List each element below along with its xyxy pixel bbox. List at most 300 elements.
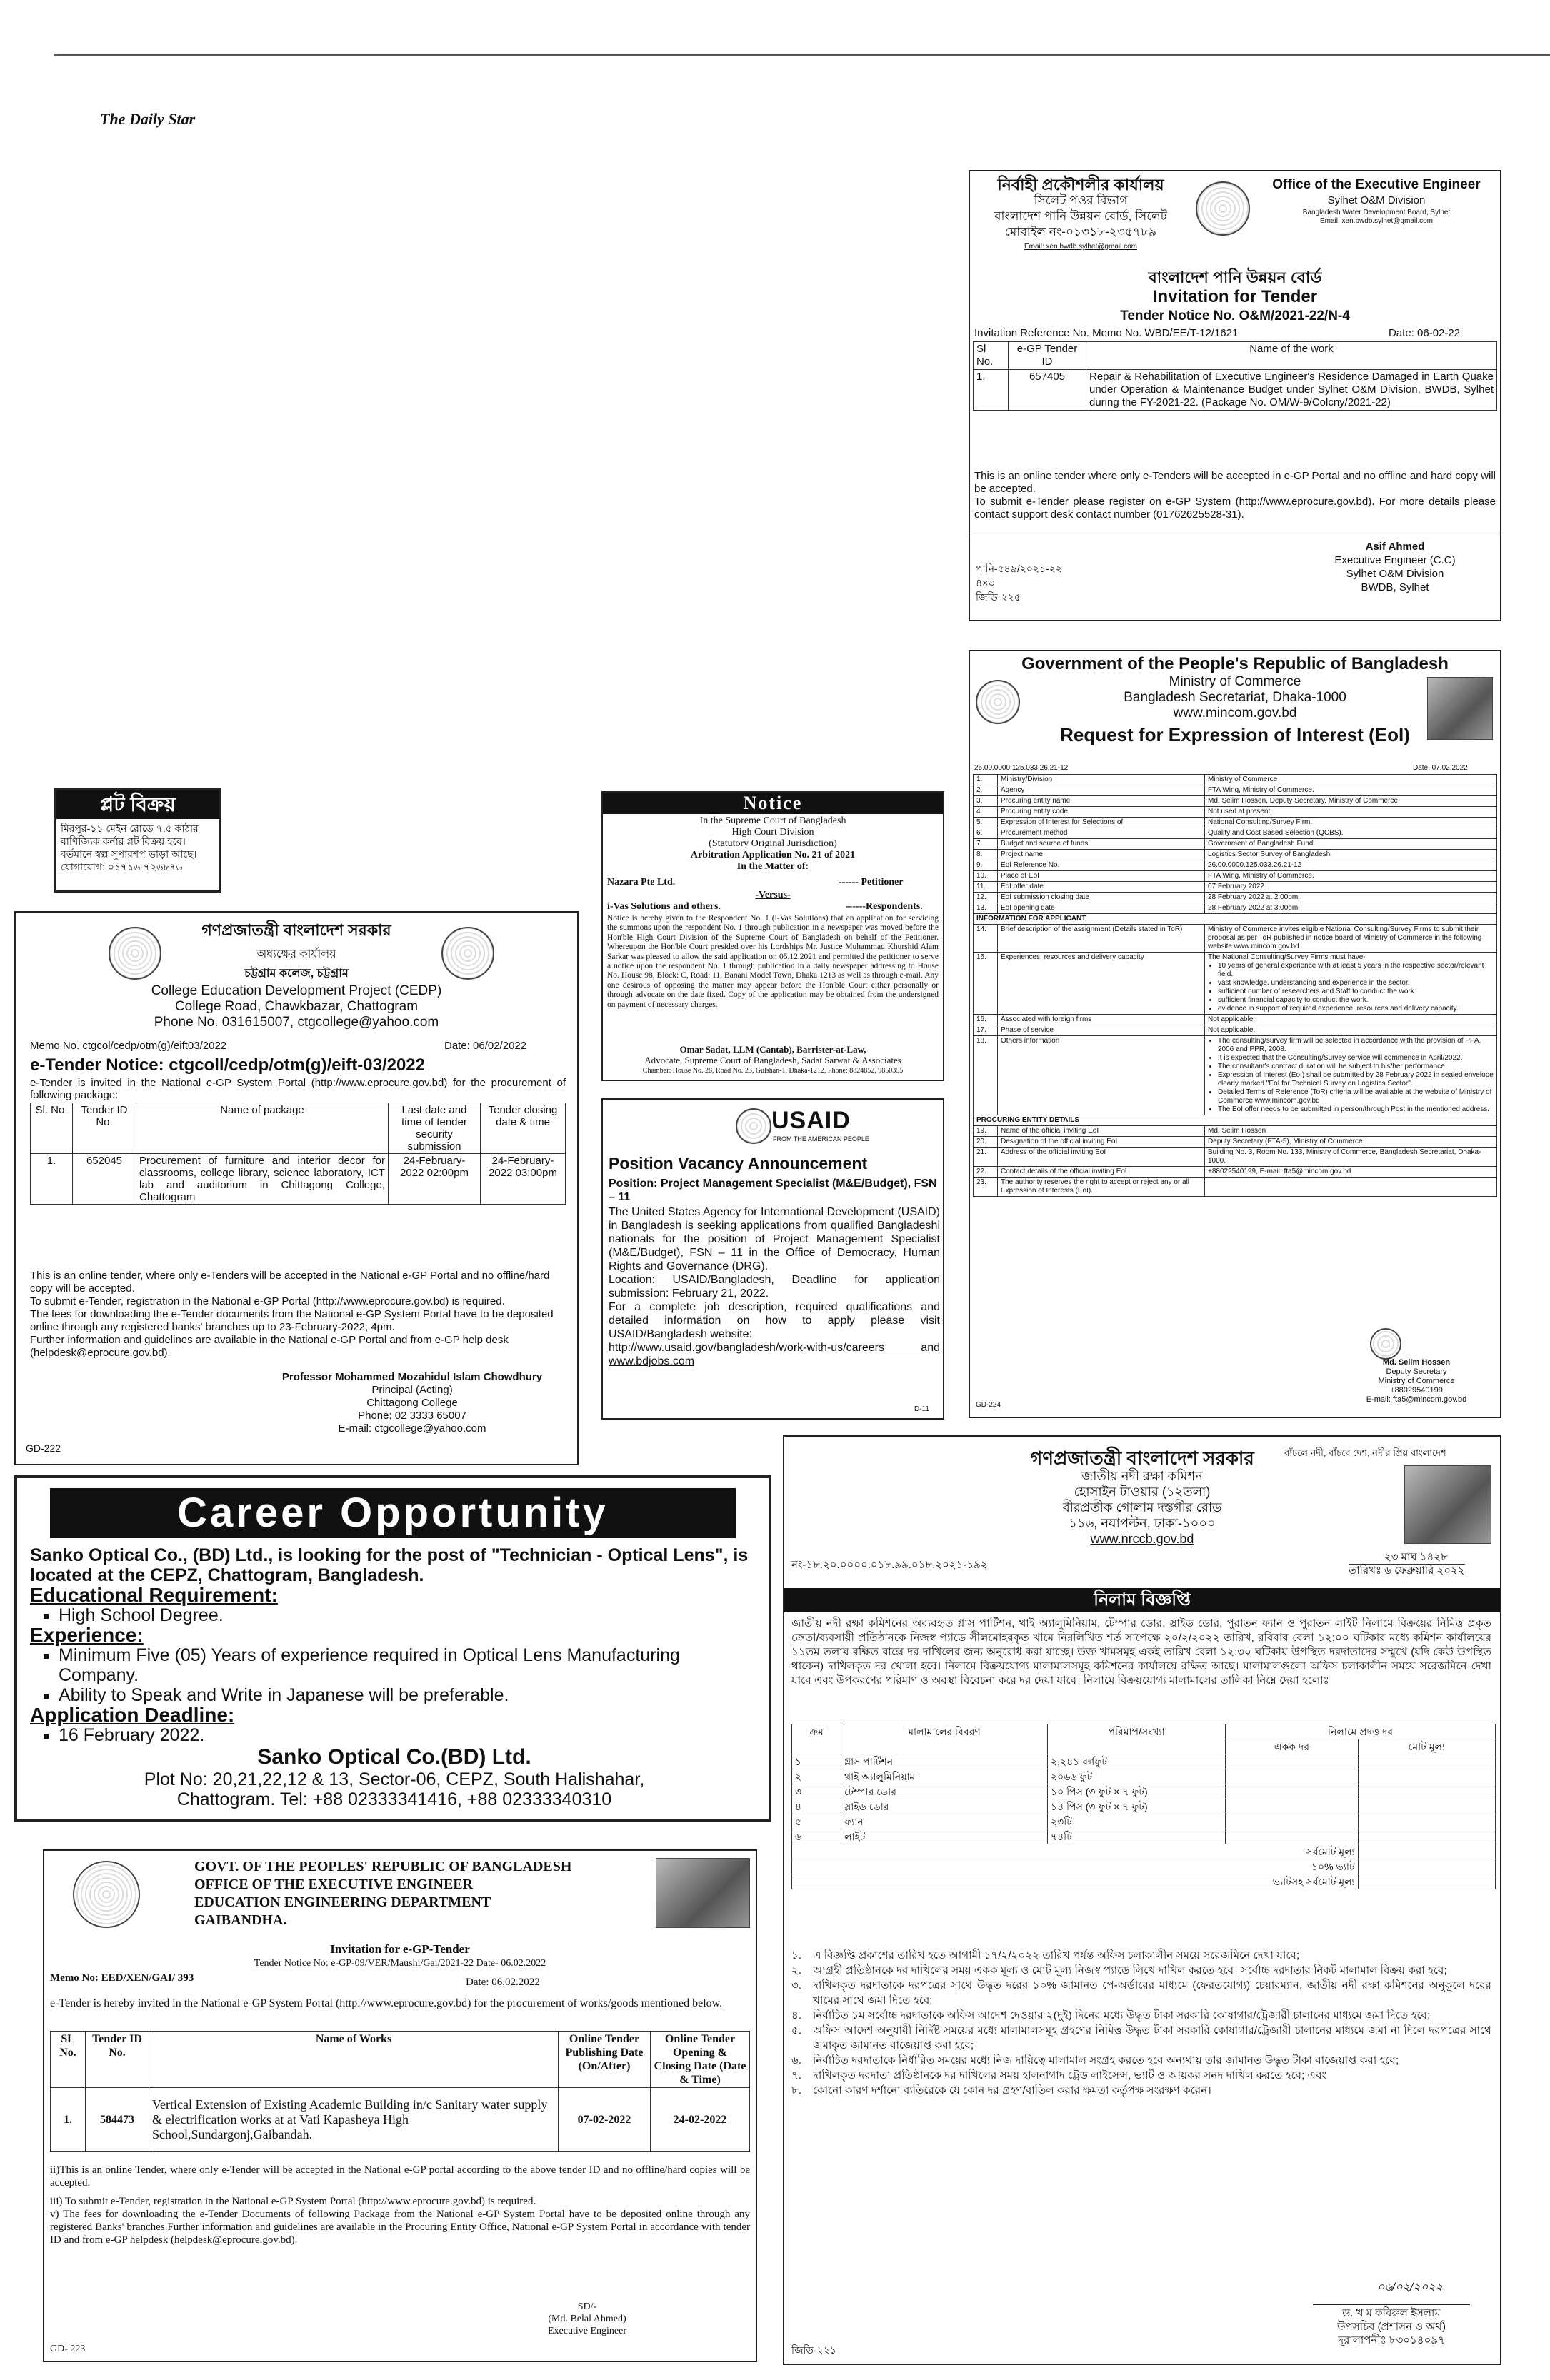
r18-item: • It is expected that the Consulting/Survey service will commence in April/2022. [1218, 1054, 1494, 1063]
tender-title: Invitation for Tender [1152, 287, 1318, 306]
eoi-proc-row-cell: Designation of the official inviting EoI [998, 1137, 1205, 1148]
usaid-logo-text: USAID [771, 1107, 851, 1134]
eoi-proc-row-cell: Deputy Secretary (FTA-5), Ministry of Commerce [1205, 1137, 1497, 1148]
career-intro: Sanko Optical Co., (BD) Ltd., is looking for the post of "Technician - Optical Lens", is located at the CEPZ, Chattogram, Bangladesh. [30, 1545, 749, 1585]
eed-note-2: iii) To submit e-Tender, registration in the National e-GP System Portal (http://www.eprocure.gov.bd) is required. [50, 2196, 536, 2207]
usaid-title: Position Vacancy Announcement [609, 1154, 868, 1173]
nrcc-sig-title: উপসচিব (প্রশাসন ও অর্থ) [1336, 2321, 1446, 2333]
cedp-date: Date: 06/02/2022 [444, 1040, 527, 1052]
cedp-th-closing: Tender closing date & time [481, 1103, 566, 1154]
cedp-title: e-Tender Notice: ctgcoll/cedp/otm(g)/eift-03/2022 [30, 1055, 425, 1075]
nrcc-auction-ad [783, 1435, 1501, 2365]
ad-code-1: পানি-৫৪৯/২০২১-২২ [976, 563, 1062, 574]
en-division: Sylhet O&M Division [1327, 194, 1426, 206]
nrcc-code: জিডি-২২১ [791, 2344, 836, 2356]
r17-key: Phase of service [998, 1025, 1205, 1036]
court-petitioner: Nazara Pte Ltd. [607, 877, 676, 888]
eed-note-3: v) The fees for downloading the e-Tender Documents of following Package from the National e-GP System Portal have to be deposited online through any registered Banks' branches.Further information and guidelines are available in the Procuring Entity Office, National e-GP System Portal in accordance with tender ID and from e-GP helpdesk (helpdesk@eprocure.gov.bd). [50, 2209, 750, 2246]
eed-row-id: 584473 [86, 2088, 149, 2152]
nrcc-item-row-cell: ৭৪টি [1048, 1829, 1226, 1844]
eoi-proc-row-cell: 23. [974, 1178, 998, 1197]
cedp-row-id: 652045 [73, 1154, 136, 1205]
eed-sd: SD/- [577, 2301, 597, 2312]
nrcc-condition [791, 1978, 1491, 2008]
eoi-memo: 26.00.0000.125.033.26.21-12 [974, 764, 1069, 772]
eoi-row-cell: 9. [974, 860, 998, 871]
eed-l3: EDUCATION ENGINEERING DEPARTMENT [194, 1894, 491, 1910]
eed-note-1: ii)This is an online Tender, where only e-Tender will be accepted in the National e-GP portal according to the above tender ID and no offline/hard copies will be accepted. [50, 2164, 750, 2189]
nrcc-sig-name: ড. খ ম কবিরুল ইসলাম [1342, 2307, 1441, 2319]
nrcc-condition-text: অফিস আদেশ অনুযায়ী নির্দিষ্ট সময়ের মধ্যে মালামালসমূহ গ্রহণের নিমিত্ত উদ্ধৃত টাকা সরকারি কোষাগার/ট্রেজারী চালানের মাধ্যমে জমা না দিলে দরপত্রের সাথে জমাকৃত জামানত বাজেয়াপ্ত করা হবে; [813, 2024, 1491, 2052]
eoi-row-cell: Not used at present. [1205, 807, 1497, 818]
r15-item: • vast knowledge, understanding and experience in the sector. [1218, 979, 1494, 988]
eed-sig-title: Executive Engineer [547, 2326, 626, 2336]
cedp-bn-office: অধ্যক্ষের কার্যালয় [256, 948, 336, 960]
eed-invite: Invitation for e-GP-Tender [330, 1942, 470, 1956]
r15-item: • 10 years of general experience with at least 5 years in the respective sector/relevant field. [1218, 962, 1494, 979]
r18-no: 18. [974, 1036, 998, 1115]
eoi-proc-row [974, 1167, 1497, 1178]
eoi-sig-phone: +88029540199 [1390, 1386, 1443, 1395]
nrcc-condition [791, 2083, 1491, 2098]
eoi-row-cell: Place of EoI [998, 871, 1205, 882]
cedp-row-security: 24-February-2022 02:00pm [389, 1154, 481, 1205]
cedp-table [30, 1103, 566, 1205]
cedp-th-sl: Sl. No. [31, 1103, 73, 1154]
nrcc-item-row-cell: ৪ [792, 1799, 841, 1814]
secretariat: Bangladesh Secretariat, Dhaka-1000 [1124, 690, 1346, 705]
career-exp-heading: Experience: [30, 1624, 144, 1646]
nrcc-body: জাতীয় নদী রক্ষা কমিশনের অব্যবহৃত গ্লাস পার্টিশন, থাই অ্যালুমিনিয়াম, টেম্পার ডোর, স্লাইড ডোর, পুরাতন ফ্যান ও পুরাতন লাইট নিলামে বিক্রয়ের নিমিত্ত প্রকৃত ক্রেতা/ব্যবসায়ী প্রতিষ্ঠানকে নিজস্ব প্যাডে সীলমোহরকৃত খামে নিম্নলিখিত শর্ত সাপেক্ষে ২০/২/২০২২ তারিখ, রবিবার বেলা ১২:০০ ঘটিকার মধ্যে কমিশন কার্যালয়ের ১১তম তলায় রক্ষিত বাক্সে দর দাখিলের জন্য অনুরোধ করা যাচ্ছে। উক্ত খামসমূহ একই তারিখ বেলা ১২:৩০ ঘটিকায় উপস্থিত দরদাতাদের সম্মুখে (যদি কেউ উপস্থিত থাকেন) দাখিলকৃত দর খোলা হবে। নিলামে বিক্রয়যোগ্য মালামালসমূহ কমিশনের কার্যালয়ে রক্ষিত আছে। মালামালগুলো অফিস চলাকালীন সময়ে সরেজমিনে দেখা যাবে এবং উপকরণের পরিমাণ ও অবস্থা বিবেচনা করে দর দেয়া যাবে। নিলামে বিক্রয়যোগ্য মালামালের তালিকা নিম্নে দেয়া হলোঃ [791, 1617, 1491, 1687]
eed-th-opening: Online Tender Opening & Closing Date (Date & Time) [651, 2032, 750, 2088]
eed-table [50, 2031, 750, 2152]
eed-notice: Tender Notice No: e-GP-09/VER/Maushi/Gai/2021-22 Date- 06.02.2022 [254, 1958, 546, 1969]
career-company: Sanko Optical Co.(BD) Ltd. [257, 1745, 531, 1769]
email-right: Email: xen.bwdb.sylhet@gmail.com [1320, 217, 1433, 225]
eoi-row [974, 850, 1497, 860]
info-head: INFORMATION FOR APPLICANT [974, 914, 1497, 925]
nrcc-item-row [792, 1799, 1496, 1814]
eoi-row-cell: FTA Wing, Ministry of Commerce. [1205, 871, 1497, 882]
nrcc-item-row-cell: ১৪ পিস (৩ ফুট × ৭ ফুট) [1048, 1799, 1226, 1814]
nrcc-conditions [791, 1948, 1491, 2098]
usaid-seal-logo [736, 1108, 771, 1144]
nrcc-item-row [792, 1784, 1496, 1799]
eoi-row-cell: Expression of Interest for Selections of [998, 818, 1205, 828]
r18-item: • Detailed Terms of Reference (ToR) criteria will be available at the website of Ministry of Commerce www.mincom.gov.bd [1218, 1088, 1494, 1105]
cedp-sig-name: Professor Mohammed Mozahidul Islam Chowdhury [281, 1371, 543, 1383]
eoi-proc-row-cell: +88029540199, E-mail: fta5@mincom.gov.bd [1205, 1167, 1497, 1178]
eed-row-publish: 07-02-2022 [559, 2088, 651, 2152]
eoi-row-cell: Quality and Cost Based Selection (QCBS). [1205, 828, 1497, 839]
eoi-row-cell: Ministry of Commerce [1205, 775, 1497, 785]
r15-key: Experiences, resources and delivery capacity [998, 953, 1205, 1015]
masthead: The Daily Star [100, 110, 196, 128]
eed-logo [73, 1861, 140, 1928]
nrcc-condition [791, 2008, 1491, 2023]
ministry-seal [1370, 1328, 1401, 1360]
bn-division: সিলেট পওর বিভাগ [1034, 194, 1128, 207]
nrcc-table [791, 1724, 1496, 1889]
th-work: Name of the work [1086, 342, 1497, 370]
court-respondent-role: ------Respondents. [846, 901, 923, 912]
nrcc-l4: ১১৬, নয়াপল্টন, ঢাকা-১০০০ [1069, 1516, 1216, 1530]
career-exp-2: ▪ Ability to Speak and Write in Japanese will be preferable. [59, 1685, 759, 1705]
eed-th-id: Tender ID No. [86, 2032, 149, 2088]
eoi-row-cell: Agency [998, 785, 1205, 796]
plot-body: মিরপুর-১১ মেইন রোডে ৭.৫ কাঠার বাণিজ্যিক কর্নার প্লট বিক্রয় হবে। বর্তমানে স্বল্প সুপারশপ ভাড়া আছে। [61, 823, 199, 860]
gov-title: Government of the People's Republic of Bangladesh [1021, 654, 1449, 673]
eed-intro: e-Tender is hereby invited in the National e-GP System Portal (http://www.eprocure.gov.bd) for the procurement of works/goods mentioned below. [50, 1997, 723, 2009]
nrcc-item-row-cell: ২০৬৬ ফুট [1048, 1769, 1226, 1784]
eed-th-publish: Online Tender Publishing Date (On/After) [559, 2032, 651, 2088]
eed-portrait [656, 1858, 750, 1928]
nrcc-sign-date: ০৬/০২/২০২২ [1377, 2281, 1444, 2294]
eoi-row [974, 807, 1497, 818]
eoi-row-cell: 6. [974, 828, 998, 839]
nrcc-item-row-cell: ৫ [792, 1814, 841, 1829]
eoi-row-cell: Procuring entity code [998, 807, 1205, 818]
career-ad [14, 1475, 771, 1822]
cedp-phone: Phone No. 031615007, ctgcollege@yahoo.com [154, 1015, 439, 1030]
nrcc-item-row [792, 1814, 1496, 1829]
en-office: Office of the Executive Engineer [1272, 177, 1481, 192]
cedp-th-security: Last date and time of tender security submission [389, 1103, 481, 1154]
career-edu-heading: Educational Requirement: [30, 1584, 278, 1606]
cedp-th-id: Tender ID No. [73, 1103, 136, 1154]
r15-item: • sufficient financial capacity to conduct the work. [1218, 996, 1494, 1005]
eoi-sig-ministry: Ministry of Commerce [1378, 1377, 1455, 1385]
eed-th-works: Name of Works [149, 2032, 559, 2088]
nrcc-condition-no: ৬. [791, 2054, 802, 2067]
eoi-row [974, 871, 1497, 882]
career-address: Plot No: 20,21,22,12 & 13, Sector-06, CEPZ, South Halishahar, Chattogram. Tel: +88 02333341416, +88 02333340310 [144, 1769, 645, 1809]
cedp-tender-ad [14, 911, 579, 1465]
court-notice-ad [601, 791, 944, 1081]
eoi-proc-row-cell: 19. [974, 1126, 998, 1137]
r17-value: Not applicable. [1205, 1025, 1497, 1036]
r14-value: Ministry of Commerce invites eligible National Consulting/Survey Firms to submit their proposal as per ToR published in notice board of Ministry of Commerce in the following website www.mincom.gov.bd [1205, 925, 1497, 953]
cedp-th-package: Name of package [136, 1103, 389, 1154]
tender-date: Date: 06-02-22 [1389, 327, 1461, 339]
water-board-tender-ad [969, 170, 1501, 621]
eoi-proc-row-cell: Address of the official inviting EoI [998, 1148, 1205, 1167]
eoi-row [974, 785, 1497, 796]
bwdb-logo [1196, 181, 1250, 236]
eoi-row [974, 860, 1497, 871]
eoi-row-cell: 11. [974, 882, 998, 893]
eoi-row [974, 796, 1497, 807]
nrcc-condition [791, 2068, 1491, 2083]
nrcc-item-row-cell: ৩ [792, 1784, 841, 1799]
nrcc-item-row-cell: টেম্পার ডোর [841, 1784, 1048, 1799]
eoi-row [974, 903, 1497, 914]
eoi-code: GD-224 [976, 1401, 1001, 1409]
nrcc-web: www.nrccb.gov.bd [1090, 1532, 1194, 1546]
career-edu: ▪ High School Degree. [59, 1605, 759, 1625]
eed-l2: OFFICE OF THE EXECUTIVE ENGINEER [194, 1877, 474, 1892]
invitation-ref: Invitation Reference No. Memo No. WBD/EE/T-12/1621 [974, 327, 1239, 339]
court-sig: Omar Sadat, LLM (Cantab), Barrister-at-Law, [679, 1044, 866, 1055]
eoi-proc-row-cell [1205, 1178, 1497, 1197]
eed-memo: Memo No: EED/XEN/GAI/ 393 [50, 1972, 194, 1984]
court-l3: (Statutory Original Jurisdiction) [709, 838, 837, 849]
usaid-code: D-11 [914, 1405, 929, 1413]
nrcc-th-unit: একক দর [1226, 1739, 1359, 1754]
usaid-vacancy-ad [601, 1098, 944, 1420]
eoi-proc-row [974, 1148, 1497, 1167]
eed-l4: GAIBANDHA. [194, 1912, 287, 1928]
nrcc-condition-no: ৫. [791, 2024, 802, 2037]
eed-th-sl: SL No. [51, 2032, 86, 2088]
nrcc-memo: নং-১৮.২০.০০০০.০১৮.৯৯.০১৮.২০২১-১৯২ [791, 1559, 988, 1571]
eed-sig-name: (Md. Belal Ahmed) [548, 2314, 626, 2324]
cedp-address: College Road, Chawkbazar, Chattogram [174, 999, 419, 1014]
nrcc-date-en: ৬ ফেব্রুয়ারি ২০২২ [1384, 1565, 1465, 1577]
usaid-location: Location: USAID/Bangladesh, Deadline for application submission: February 21, 2022. [609, 1274, 940, 1300]
en-board: Bangladesh Water Development Board, Sylhet [1302, 209, 1451, 216]
eed-tender-ad [43, 1849, 757, 2362]
r18-value [1205, 1036, 1497, 1115]
eoi-row-cell: Md. Selim Hossen, Deputy Secretary, Ministry of Commerce. [1205, 796, 1497, 807]
eoi-row-cell: 7. [974, 839, 998, 850]
cedp-row-package: Procurement of furniture and interior decor for classrooms, college library, science laboratory, ICT lab and auditorium in Chittagong College, Chattogram [136, 1154, 389, 1205]
court-petitioner-role: ------ Petitioner [839, 877, 904, 888]
eed-code: GD- 223 [50, 2344, 86, 2354]
nrcc-condition [791, 2053, 1491, 2068]
nrcc-item-row-cell: ২ [792, 1769, 841, 1784]
nrcc-condition-text: এ বিজ্ঞপ্তি প্রকাশের তারিখ হতে আগামী ১৭/২/২০২২ তারিখ পর্যন্ত অফিস চলাকালীন সময়ে সরেজমিনে দেখা যাবে; [813, 1949, 1300, 1962]
nrcc-vat-label: ১০% ভ্যাট [792, 1859, 1359, 1874]
nrcc-condition-text: দাখিলকৃত দরদাতা প্রতিষ্ঠানকে দর দাখিলের সময় হালনাগাদ ট্রেড লাইসেন্স, ভ্যাট ও আয়কর সনদ দাখিল করতে হবে; এবং [813, 2069, 1327, 2082]
cedp-intro: e-Tender is invited in the National e-GP System Portal (http://www.eprocure.gov.bd) for the procurement of following package: [30, 1077, 566, 1101]
eoi-row-cell: EoI submission closing date [998, 893, 1205, 903]
r16-no: 16. [974, 1015, 998, 1025]
eoi-proc-row-cell: 22. [974, 1167, 998, 1178]
court-l2: High Court Division [731, 827, 814, 838]
cedp-code: GD-222 [26, 1442, 61, 1454]
eed-date: Date: 06.02.2022 [466, 1977, 540, 1988]
eoi-row-cell: 28 February 2022 at 2:00pm. [1205, 893, 1497, 903]
eoi-proc-row-cell: Contact details of the official inviting EoI [998, 1167, 1205, 1178]
eoi-proc-row-cell: Building No. 3, Room No. 133, Ministry of Commerce, Bangladesh Secretariat, Dhaka-1000. [1205, 1148, 1497, 1167]
bn-board-title: বাংলাদেশ পানি উন্নয়ন বোর্ড [1148, 268, 1322, 286]
ad-code-3: জিডি-২২৫ [976, 591, 1021, 603]
career-banner: Career Opportunity [50, 1488, 736, 1538]
eoi-table [973, 774, 1497, 1197]
nrcc-total-label: সর্বমোট মূল্য [792, 1844, 1359, 1859]
eoi-proc-row-cell: The authority reserves the right to accept or reject any or all Expression of Interests (EoI). [998, 1178, 1205, 1197]
nrcc-condition-text: কোনো কারণ দর্শানো ব্যতিরেকে যে কোন দর গ্রহণ/বাতিল করার ক্ষমতা কর্তৃপক্ষ সংরক্ষণ করেন। [813, 2084, 1211, 2097]
anniversary-logo [976, 680, 1020, 724]
eoi-row-cell: 3. [974, 796, 998, 807]
nrcc-item-row-cell: ফ্যান [841, 1814, 1048, 1829]
nrcc-condition [791, 2023, 1491, 2053]
nrcc-date-bn: ২৩ মাঘ ১৪২৮ [1384, 1551, 1448, 1563]
nrcc-item-row [792, 1829, 1496, 1844]
row-id: 657405 [1009, 370, 1086, 411]
r18-key: Others information [998, 1036, 1205, 1115]
r18-item: • The consulting/survey firm will be selected in accordance with the provision of PPA, 2006 and PPR, 2008. [1218, 1037, 1494, 1054]
nrcc-th-qty: পরিমাপ/সংখ্যা [1048, 1724, 1226, 1754]
court-l1: In the Supreme Court of Bangladesh [699, 815, 846, 826]
r17-no: 17. [974, 1025, 998, 1036]
nrcc-item-row-cell: স্লাইড ডোর [841, 1799, 1048, 1814]
eoi-row [974, 839, 1497, 850]
eoi-row-cell: Ministry/Division [998, 775, 1205, 785]
bn-mobile: মোবাইল নং-০১৩১৮-২৩৫৭৮৯ [1004, 225, 1157, 238]
cedp-project: College Education Development Project (CEDP) [151, 983, 442, 998]
nrcc-sig-phone: দূরালাপনীঃ ৮৩০১৪০৯৭ [1338, 2334, 1445, 2346]
r15-item: • evidence in support of required experience, resources and delivery capacity. [1218, 1005, 1494, 1013]
eoi-proc-row-cell: 21. [974, 1148, 998, 1167]
court-body: Notice is hereby given to the Respondent No. 1 (i-Vas Solutions) that an application for servicing the summons upon the respondent No. 1 through publication in a newspaper was moved before the Hon'ble High Court Division of the Supreme Court of Bangladesh on behalf of the Petitioner. Whereupon the Hon'ble Court presided over his Lordships Mr. Justice Muhammad Khurshid Alam Sarkar was pleased to allow the said application on 05.12.2021 and permitted the petitioner to serve a notice upon the respondent No. 1 through publication in a daily newspaper addressing to House No. House 98, Block: C, Road: 11, Banani Model Town, Dhaka 1213 as well as through e-mail. Any one desirous of opposing the matter may appear before the Hon'ble Court either personally or through advocate on the date fixed. Copy of the application may be obtained from the undersigned on payment of necessary charges. [607, 914, 939, 1009]
eoi-sig-email: E-mail: fta5@mincom.gov.bd [1366, 1395, 1467, 1404]
eoi-proc-row-cell: Md. Selim Hossen [1205, 1126, 1497, 1137]
top-rule [54, 54, 1550, 56]
ad-code-2: ৪×৩ [976, 577, 995, 588]
usaid-tagline: FROM THE AMERICAN PEOPLE [773, 1135, 869, 1143]
nrcc-l3: বীরপ্রতীক গোলাম দস্তগীর রোড [1062, 1500, 1222, 1515]
nrcc-th-total: মোট মূল্য [1358, 1739, 1495, 1754]
eoi-row-cell: Procuring entity name [998, 796, 1205, 807]
nrcc-condition [791, 1963, 1491, 1978]
plot-title: প্লট বিক্রয় [56, 790, 219, 819]
th-id: e-GP Tender ID [1009, 342, 1086, 370]
cedp-sig-college: Chittagong College [366, 1397, 458, 1409]
eoi-row-cell: Logistics Sector Survey of Bangladesh. [1205, 850, 1497, 860]
nrcc-item-row-cell: লাইট [841, 1829, 1048, 1844]
r15-value [1205, 953, 1497, 1015]
eoi-row-cell: EoI offer date [998, 882, 1205, 893]
nrcc-slogan: বাঁচলে নদী, বাঁচবে দেশ, নদীর প্রিয় বাংলাদেশ [1284, 1447, 1446, 1458]
note-online: This is an online tender where only e-Tenders will be accepted in e-GP Portal and no offline and hard copy will be accepted. [974, 470, 1496, 495]
cedp-row-sl: 1. [31, 1154, 73, 1205]
cedp-note-2: To submit e-Tender, registration in the National e-GP Portal (http://www.eprocure.gov.bd) is required. [30, 1295, 505, 1307]
r14-no: 14. [974, 925, 998, 953]
nrcc-item-row [792, 1769, 1496, 1784]
eoi-row-cell: 28 February 2022 at 3:00pm [1205, 903, 1497, 914]
nrcc-item-row [792, 1754, 1496, 1769]
eoi-proc-row [974, 1126, 1497, 1137]
nrcc-grand-total-label: ভ্যাটসহ সর্বমোট মূল্য [792, 1874, 1359, 1889]
cedp-bn-college: চট্টগ্রাম কলেজ, চট্টগ্রাম [244, 968, 349, 980]
eoi-sig-name: Md. Selim Hossen [1382, 1358, 1451, 1367]
eoi-row-cell: Budget and source of funds [998, 839, 1205, 850]
r16-value: Not applicable. [1205, 1015, 1497, 1025]
nrcc-item-row-cell: ১ [792, 1754, 841, 1769]
eoi-row-cell: Procurement method [998, 828, 1205, 839]
nrcc-condition-no: ২. [791, 1964, 802, 1977]
nrcc-condition-text: নির্বাচিত দরদাতাকে নির্ধারিত সময়ের মধ্যে নিজ দায়িত্বে মালামাল সংগ্রহ করতে হবে অন্যথায় তার জামানত উদ্ধৃত টাকা বাজেয়াপ্ত করা হবে; [813, 2054, 1399, 2067]
eoi-sig-title: Deputy Secretary [1386, 1367, 1447, 1376]
eoi-ad [969, 650, 1501, 1418]
eoi-row-cell: EoI opening date [998, 903, 1205, 914]
nrcc-condition-no: ৭. [791, 2069, 802, 2082]
r15-item: • sufficient number of researchers and Staff to conduct the work. [1218, 988, 1494, 996]
nrcc-date-label: তারিখঃ [1349, 1565, 1381, 1577]
eoi-row-cell: FTA Wing, Ministry of Commerce. [1205, 785, 1497, 796]
nrcc-th-bid: নিলামে প্রদত্ত দর [1226, 1724, 1496, 1739]
nrcc-item-row-cell: গ্লাস পার্টিশন [841, 1754, 1048, 1769]
sig-name: Asif Ahmed [1365, 541, 1425, 553]
th-sl: Sl No. [974, 342, 1009, 370]
cedp-memo: Memo No. ctgcol/cedp/otm(g)/eift03/2022 [30, 1040, 227, 1052]
bn-office: নির্বাহী প্রকৌশলীর কার্যালয় [997, 176, 1164, 194]
sig-title: Executive Engineer (C.C) [1334, 554, 1456, 566]
eoi-row-cell: 5. [974, 818, 998, 828]
sig-board: BWDB, Sylhet [1361, 581, 1429, 593]
tender-notice-no: Tender Notice No. O&M/2021-22/N-4 [1120, 308, 1350, 323]
career-deadline: ▪ 16 February 2022. [59, 1725, 759, 1745]
nrcc-title: নিলাম বিজ্ঞপ্তি [784, 1588, 1500, 1612]
eoi-row-cell: 26.00.0000.125.033.26.21-12 [1205, 860, 1497, 871]
nrcc-condition-no: ৮. [791, 2084, 802, 2097]
eed-row-sl: 1. [51, 2088, 86, 2152]
eoi-row [974, 818, 1497, 828]
eoi-row [974, 882, 1497, 893]
career-deadline-heading: Application Deadline: [30, 1704, 235, 1726]
nrcc-condition-text: নির্বাচিত ১ম সর্বোচ্চ দরদাতাকে অফিস আদেশ দেওয়ার ২(দুই) দিনের মধ্যে উদ্ধৃত টাকা সরকারি কোষাগার/ট্রেজারী চালানের মাধ্যমে জমা দিতে হবে; [813, 2009, 1431, 2022]
usaid-position: Position: Project Management Specialist (M&E/Budget), FSN – 11 [609, 1178, 937, 1203]
eoi-row [974, 893, 1497, 903]
r15-no: 15. [974, 953, 998, 1015]
r18-item: • Expression of Interest (EoI) shall be submitted by 28 February 2022 in sealed envelope clearly marked "EoI for Technical Survey on Logistics Sector". [1218, 1071, 1494, 1088]
nrcc-signature [1313, 2278, 1470, 2305]
career-exp-1: ▪ Minimum Five (05) Years of experience required in Optical Lens Manufacturing Company. [59, 1645, 759, 1685]
eoi-row-cell: 07 February 2022 [1205, 882, 1497, 893]
eed-row-works: Vertical Extension of Existing Academic Building in/c Sanitary water supply & electrification works at at Vati Kapasheya High School,Sundargonj,Gaibandah. [149, 2088, 559, 2152]
court-title: Notice [603, 793, 943, 814]
cedp-bn-gov: গণপ্রজাতন্ত্রী বাংলাদেশ সরকার [201, 921, 391, 939]
row-sl: 1. [974, 370, 1009, 411]
ministry-web: www.mincom.gov.bd [1173, 706, 1297, 720]
eoi-row-cell: Government of Bangladesh Fund. [1205, 839, 1497, 850]
eoi-proc-row [974, 1178, 1497, 1197]
eoi-proc-row [974, 1137, 1497, 1148]
nrcc-l1: জাতীয় নদী রক্ষা কমিশন [1081, 1469, 1203, 1483]
proc-head: PROCURING ENTITY DETAILS [974, 1115, 1497, 1126]
eed-l1: GOVT. OF THE PEOPLES' REPUBLIC OF BANGLADESH [194, 1859, 572, 1874]
cedp-sig-email: E-mail: ctgcollege@yahoo.com [338, 1422, 486, 1435]
portrait-photo [1427, 677, 1493, 740]
r16-key: Associated with foreign firms [998, 1015, 1205, 1025]
nrcc-item-row-cell: ২,২৪১ বর্গফুট [1048, 1754, 1226, 1769]
eoi-title: Request for Expression of Interest (EoI) [1060, 724, 1410, 745]
ministry: Ministry of Commerce [1169, 674, 1301, 689]
court-sig-3: Chamber: House No. 28, Road No. 23, Gulshan-1, Dhaka-1212, Phone: 8824852, 9850355 [642, 1067, 904, 1075]
email-left: Email: xen.bwdb.sylhet@gmail.com [1024, 243, 1137, 251]
nrcc-item-row-cell: ৬ [792, 1829, 841, 1844]
court-sig-2: Advocate, Supreme Court of Bangladesh, Sadat Sarwat & Associates [644, 1055, 901, 1065]
usaid-links[interactable]: http://www.usaid.gov/bangladesh/work-with-us/careers and www.bdjobs.com [609, 1342, 940, 1367]
row-work: Repair & Rehabilitation of Executive Engineer's Residence Damaged in Earth Quake under Operation & Maintenance Budget under Sylhet O&M Division, BWDB, Sylhet during the FY-2021-22. (Package No. OM/W-9/Colcny/2021-22) [1086, 370, 1497, 411]
eoi-row [974, 775, 1497, 785]
eoi-row-cell: 10. [974, 871, 998, 882]
eoi-row-cell: 4. [974, 807, 998, 818]
eoi-row-cell: 1. [974, 775, 998, 785]
cedp-note-3: The fees for downloading the e-Tender documents from the National e-GP System Portal have to be deposited online through any registered banks' branches up to 23-February-2022, 4pm. [30, 1308, 554, 1333]
court-l5: In the Matter of: [736, 861, 809, 872]
eoi-row-cell: EoI Reference No. [998, 860, 1205, 871]
usaid-more: For a complete job description, required qualifications and detailed information on how to apply please visit USAID/Bangladesh website: [609, 1301, 940, 1340]
eoi-row-cell: 12. [974, 893, 998, 903]
eoi-proc-row-cell: 20. [974, 1137, 998, 1148]
cedp-row-closing: 24-February-2022 03:00pm [481, 1154, 566, 1205]
r15-intro: The National Consulting/Survey Firms must have- [1208, 953, 1366, 961]
bn-board: বাংলাদেশ পানি উন্নয়ন বোর্ড, সিলেট [994, 209, 1167, 223]
eoi-row-cell: 8. [974, 850, 998, 860]
